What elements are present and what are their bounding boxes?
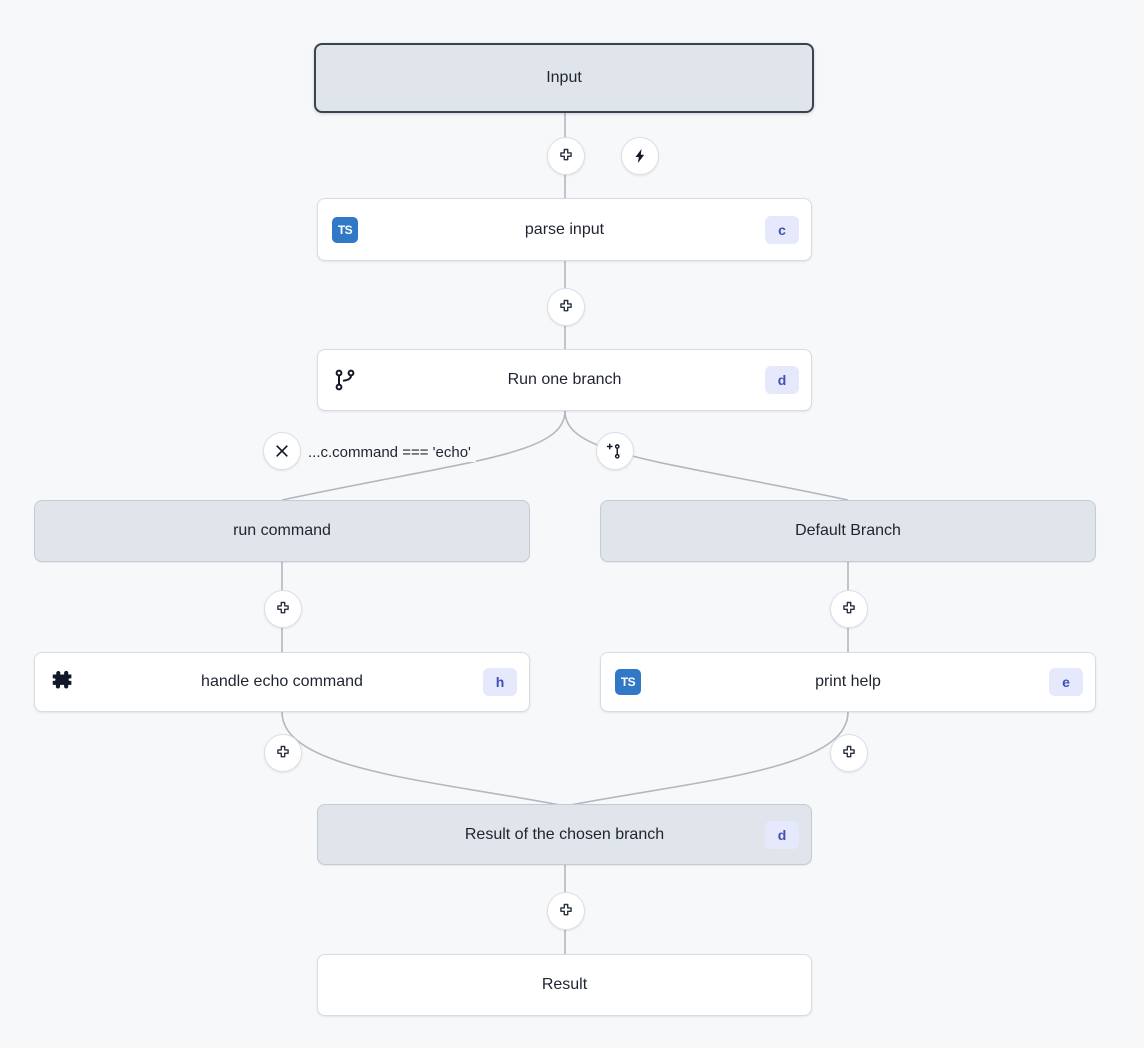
- node-input-label: Input: [546, 69, 582, 86]
- node-run-one-branch[interactable]: [317, 349, 812, 411]
- node-parse-input-shortcut[interactable]: c: [765, 216, 799, 244]
- branch-icon: [330, 365, 360, 395]
- close-icon: [274, 443, 290, 459]
- add-after-input-button[interactable]: [547, 137, 585, 175]
- node-handle-echo-command-label: handle echo command: [201, 673, 363, 690]
- edge-handle-echo-to-result-branch: [282, 712, 565, 806]
- plus-icon: [841, 601, 857, 617]
- plus-icon: [841, 745, 857, 761]
- edge-print-help-to-result-branch: [565, 712, 848, 806]
- add-after-handle-echo-button[interactable]: [264, 734, 302, 772]
- node-handle-echo-command-shortcut[interactable]: h: [483, 668, 517, 696]
- plus-icon: [558, 148, 574, 164]
- add-after-print-help-button[interactable]: [830, 734, 868, 772]
- add-after-run-command-button[interactable]: [264, 590, 302, 628]
- node-handle-echo-command[interactable]: [34, 652, 530, 712]
- node-default-branch-label: Default Branch: [795, 522, 901, 539]
- edge-label-echo-condition: ...c.command === 'echo': [303, 443, 476, 462]
- node-print-help-shortcut[interactable]: e: [1049, 668, 1083, 696]
- node-run-one-branch-shortcut[interactable]: d: [765, 366, 799, 394]
- typescript-icon: TS: [332, 217, 358, 243]
- node-print-help[interactable]: [600, 652, 1096, 712]
- trigger-bolt-button[interactable]: [621, 137, 659, 175]
- node-result-label: Result: [541, 976, 588, 993]
- node-result[interactable]: [317, 954, 812, 1016]
- plus-icon: [275, 745, 291, 761]
- plus-icon: [558, 903, 574, 919]
- node-run-command[interactable]: [34, 500, 530, 562]
- node-result-of-chosen-branch-label: Result of the chosen branch: [464, 825, 665, 843]
- typescript-icon: TS: [615, 669, 641, 695]
- node-input[interactable]: [314, 43, 814, 113]
- node-parse-input[interactable]: [317, 198, 812, 261]
- add-after-result-branch-button[interactable]: [547, 892, 585, 930]
- lightning-icon: [632, 148, 648, 164]
- node-parse-input-label: parse input: [524, 220, 605, 238]
- add-after-parse-input-button[interactable]: [547, 288, 585, 326]
- add-after-default-branch-button[interactable]: [830, 590, 868, 628]
- add-branch-button[interactable]: [596, 432, 634, 470]
- plus-icon: [558, 299, 574, 315]
- node-run-one-branch-label: Run one branch: [507, 371, 622, 388]
- node-run-command-label: run command: [233, 522, 331, 539]
- puzzle-icon: [47, 667, 77, 697]
- node-result-of-chosen-branch[interactable]: [317, 804, 812, 865]
- node-default-branch[interactable]: [600, 500, 1096, 562]
- node-print-help-label: print help: [815, 673, 881, 690]
- node-result-of-chosen-branch-shortcut[interactable]: d: [765, 821, 799, 849]
- remove-branch-button[interactable]: [263, 432, 301, 470]
- plus-icon: [275, 601, 291, 617]
- add-branch-icon: [606, 442, 624, 460]
